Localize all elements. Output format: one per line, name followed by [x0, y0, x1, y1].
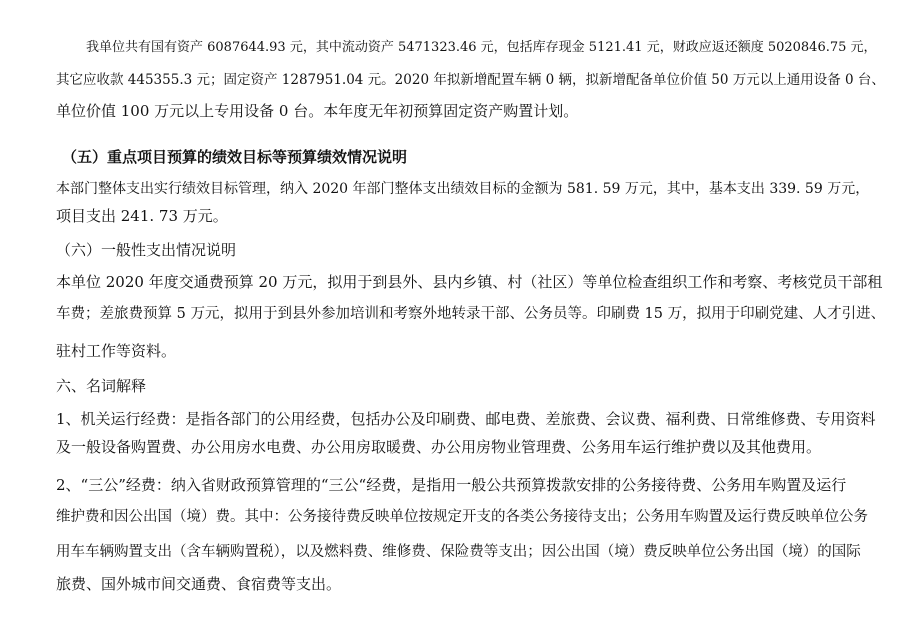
section-heading-performance: （五）重点项目预算的绩效目标等预算绩效情况说明 [62, 148, 408, 166]
assets-paragraph-line-1: 我单位共有国有资产 6087644.93 元，其中流动资产 5471323.46 元，包括库存现金 5121.41 元，财政应返还额度 5020846.75 元， [86, 40, 877, 55]
glossary-item-2-line-3: 用车车辆购置支出（含车辆购置税），以及燃料费、维修费、保险费等支出；因公出国（境）费反映单位公务出国（境）的国际 [56, 544, 861, 560]
glossary-item-1-line-1: 1、机关运行经费：是指各部门的公用经费，包括办公及印刷费、邮电费、差旅费、会议费、福利费、日常维修费、专用资料 [56, 410, 876, 428]
assets-paragraph-line-3: 单位价值 100 万元以上专用设备 0 台。本年度无年初预算固定资产购置计划。 [56, 102, 579, 120]
performance-paragraph-line-1: 本部门整体支出实行绩效目标管理，纳入 2020 年部门整体支出绩效目标的金额为 581. 59 万元，其中，基本支出 339. 59 万元， [56, 181, 870, 197]
glossary-item-2-line-1: 2、“三公”经费：纳入省财政预算管理的“三公“经费，是指用一般公共预算拨款安排的公务接待费、公务用车购置及运行 [56, 476, 847, 494]
glossary-item-2-line-2: 维护费和因公出国（境）费。其中：公务接待费反映单位按规定开支的各类公务接待支出；公务用车购置及运行费反映单位公务 [56, 509, 868, 525]
glossary-item-1-line-2: 及一般设备购置费、办公用房水电费、办公用房取暖费、办公用房物业管理费、公务用车运行维护费以及其他费用。 [56, 438, 822, 456]
performance-paragraph-line-2: 项目支出 241. 73 万元。 [56, 207, 228, 225]
assets-paragraph-line-2: 其它应收款 445355.3 元；固定资产 1287951.04 元。2020 年拟新增配置车辆 0 辆，拟新增配备单位价值 50 万元以上通用设备 0 台、 [56, 72, 885, 88]
section-heading-general-expenditure: （六）一般性支出情况说明 [56, 241, 237, 259]
section-heading-glossary: 六、名词解释 [56, 377, 147, 395]
general-expenditure-line-3: 驻村工作等资料。 [56, 342, 177, 360]
general-expenditure-line-2: 车费；差旅费预算 5 万元，拟用于到县外参加培训和考察外地转录干部、公务员等。印刷费 15 万，拟用于印刷党建、人才引进、 [56, 306, 886, 322]
general-expenditure-line-1: 本单位 2020 年度交通费预算 20 万元，拟用于到县外、县内乡镇、村（社区）等单位检查组织工作和考察、考核党员干部租 [56, 273, 883, 291]
glossary-item-2-line-4: 旅费、国外城市间交通费、食宿费等支出。 [56, 575, 342, 593]
